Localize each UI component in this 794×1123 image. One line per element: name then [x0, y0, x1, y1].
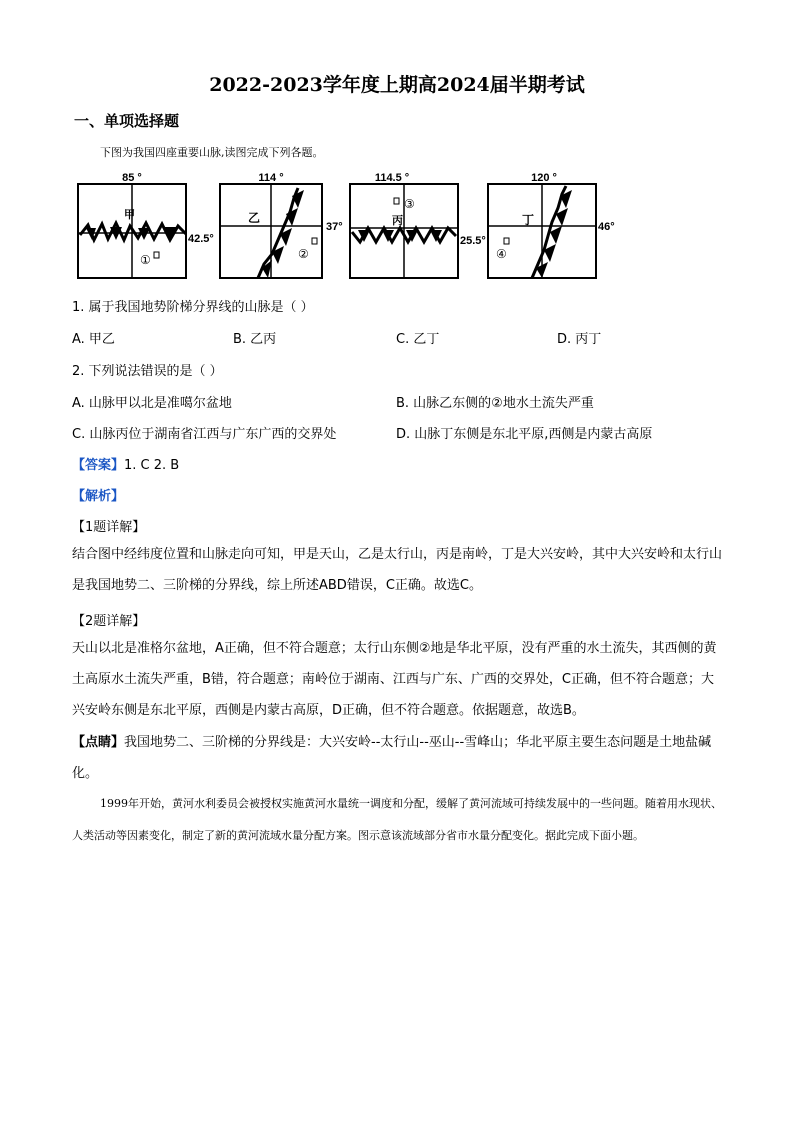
- map2-side-label: 37°: [326, 221, 343, 233]
- map3-top-label: 114.5 °: [374, 172, 410, 184]
- map3-side-label: 25.5°: [460, 235, 486, 247]
- detail-1-label: 【1题详解】: [72, 520, 146, 535]
- q1-option-c: C. 乙丁: [396, 332, 440, 347]
- q2-option-b: B. 山脉乙东侧的②地水土流失严重: [396, 396, 594, 411]
- q1-option-d: D. 丙丁: [557, 332, 602, 347]
- answer-label: 【答案】: [72, 458, 125, 473]
- map2-mountain-label: 乙: [248, 211, 261, 225]
- q1-option-a: A. 甲乙: [72, 332, 115, 347]
- map4-marker: ④: [496, 247, 507, 261]
- passage-text: 1999年开始，黄河水利委员会被授权实施黄河水量统一调度和分配，缓解了黄河流域可持续发展中的一些问题。随着用水现状、人类活动等因素变化，制定了新的黄河流域水量分配方案。图示意该流域部分省市水量分配变化。据此完成下面小题。: [72, 797, 722, 842]
- question-intro: 下图为我国四座重要山脉,读图完成下列各题。: [100, 146, 324, 159]
- map-ding: [488, 172, 615, 278]
- map-jia: [78, 172, 214, 278]
- q2-option-c: C. 山脉丙位于湖南省江西与广东广西的交界处: [72, 427, 337, 442]
- map4-side-label: 46°: [598, 221, 615, 233]
- map1-top-label: 85 °: [122, 172, 142, 184]
- map4-mountain-label: 丁: [522, 213, 535, 227]
- answer-value: 1. C 2. B: [124, 458, 180, 473]
- detail-2-text: 天山以北是准格尔盆地，A正确，但不符合题意；太行山东侧②地是华北平原，没有严重的水土流失，其西侧的黄土高原水土流失严重，B错，符合题意；南岭位于湖南、江西与广东、广西的交界处，C正确，但不符合题意；大兴安岭东侧是东北平原，西侧是内蒙古高原，D正确，但不符合题意。依据题意，故选B。: [72, 641, 717, 718]
- map1-side-label: 42.5°: [188, 233, 214, 245]
- analysis-label: 【解析】: [72, 489, 125, 504]
- tip-label: 【点睛】: [72, 735, 125, 750]
- map1-mountain-label: 甲: [124, 209, 135, 221]
- map2-top-label: 114 °: [258, 172, 284, 184]
- page-title: 2022-2023学年度上期高2024届半期考试: [209, 74, 585, 96]
- answer-line: [72, 454, 179, 473]
- tip-text: 我国地势二、三阶梯的分界线是：大兴安岭--太行山--巫山--雪峰山；华北平原主要生态问题是土地盐碱化。: [72, 735, 712, 781]
- map1-marker: ①: [140, 253, 151, 267]
- section-heading: 一、单项选择题: [74, 112, 180, 130]
- map-yi: [220, 172, 343, 278]
- q2-option-a: A. 山脉甲以北是准噶尔盆地: [72, 396, 232, 411]
- question-1-stem: 1. 属于我国地势阶梯分界线的山脉是（ ）: [72, 300, 314, 315]
- q2-option-d: D. 山脉丁东侧是东北平原,西侧是内蒙古高原: [396, 427, 653, 442]
- map2-marker: ②: [298, 247, 309, 261]
- detail-2-label: 【2题详解】: [72, 614, 146, 629]
- detail-1-text: 结合图中经纬度位置和山脉走向可知，甲是天山，乙是太行山，丙是南岭，丁是大兴安岭，其中大兴安岭和太行山是我国地势二、三阶梯的分界线，综上所述ABD错误，C正确。故选C。: [72, 547, 723, 593]
- question-2-stem: 2. 下列说法错误的是（ ）: [72, 364, 223, 379]
- map4-top-label: 120 °: [531, 172, 557, 184]
- tip-block: [72, 727, 722, 789]
- map3-mountain-label: 丙: [392, 215, 403, 227]
- q1-option-b: B. 乙丙: [233, 332, 277, 347]
- map3-marker: ③: [404, 197, 415, 211]
- map-bing: [350, 172, 486, 278]
- mountain-maps-figure: [72, 168, 632, 284]
